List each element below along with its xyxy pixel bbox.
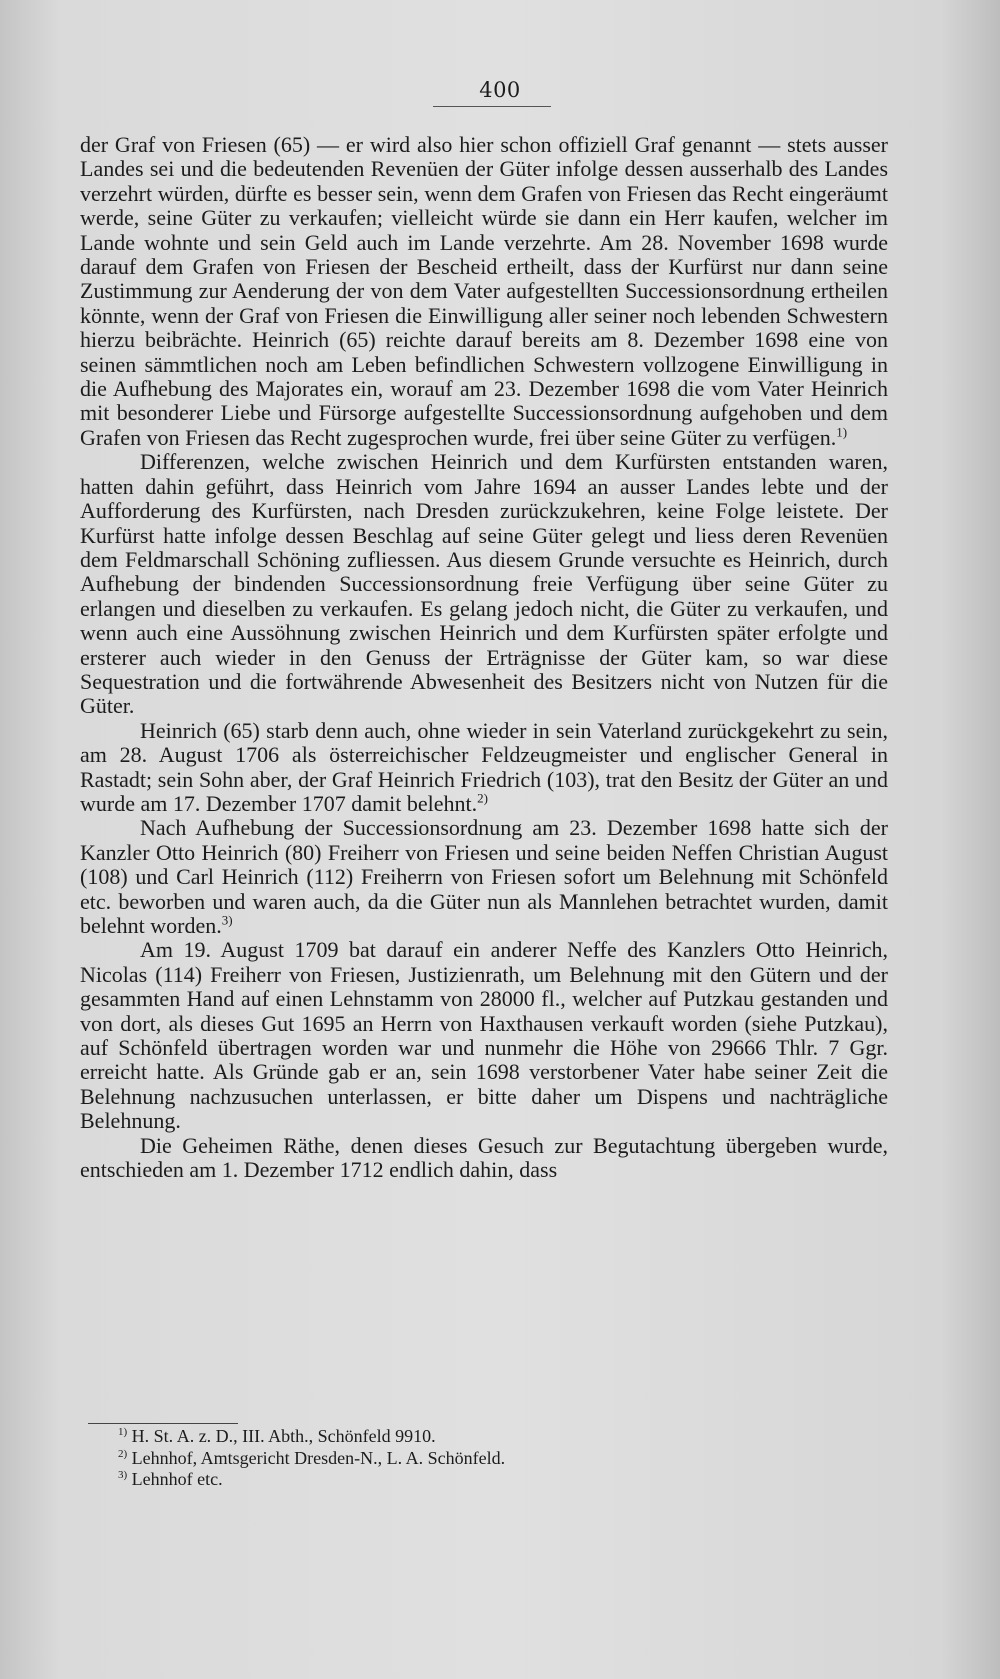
paragraph-1-text: der Graf von Friesen (65) — er wird also hier schon offiziell Graf genannt — stets ausser Landes sei und die bedeutenden Revenüen der Güter infolge dessen ausserhalb des Landes verzehrt würden, dürfte es besser sein, wenn dem Grafen von Friesen das Recht eingeräumt werde, seine Güter zu verkaufen; vielleicht würde sie dann ein Herr kaufen, welcher im Lande wohnte und sein Geld auch im Lande verzehrte. Am 28. November 1698 wurde darauf dem Grafen von Friesen der Bescheid ertheilt, dass der Kurfürst nur dann seine Zustimmung zur Aenderung der von dem Vater aufgestellten Successionsordnung ertheilen könnte, wenn der Graf von Friesen die Einwilligung aller seiner noch lebenden Schwestern hierzu beibrächte. Heinrich (65) reichte darauf bereits am 8. Dezember 1698 eine von seinen sämmtlichen noch am Leben befindlichen Schwestern vollzogene Einwilligung in die Aufhebung des Majorates ein, worauf am 23. Dezember 1698 die vom Vater Heinrich mit besonderer Liebe und Fürsorge aufgestellte Successionsordnung aufgehoben und dem Grafen von Friesen das Recht zugesprochen wurde, frei über seine Güter zu verfügen. — [80, 132, 888, 450]
footnote-ref-1: 1) — [836, 424, 848, 440]
footnotes — [118, 1424, 738, 1489]
paragraph-4-text: Nach Aufhebung der Successionsordnung am 23. Dezember 1698 hatte sich der Kanzler Otto Heinrich (80) Freiherr von Friesen und seine beiden Neffen Christian August (108) und Carl Heinrich (112) Freiherrn von Friesen sofort um Belehnung mit Schönfeld etc. beworben und waren auch, da die Güter nun als Mannlehen betrachtet wurden, damit belehnt worden. — [80, 815, 888, 938]
footnote-mark: 2) — [118, 1447, 128, 1460]
paragraph-2: Differenzen, welche zwischen Heinrich und dem Kurfürsten entstanden waren, hatten dahin geführt, dass Heinrich vom Jahre 1694 an ausser Landes lebte und der Aufforderung des Kurfürsten, nach Dresden zurückzukehren, keine Folge leistete. Der Kurfürst hatte infolge dessen Beschlag auf seine Güter gelegt und liess deren Revenüen dem Feldmarschall Schöning zufliessen. Aus diesem Grunde versuchte es Heinrich, durch Aufhebung der bindenden Successionsordnung freie Verfügung über seine Güter zu erlangen und dieselben zu verkaufen. Es gelang jedoch nicht, die Güter zu verkaufen, und wenn auch eine Aussöhnung zwischen Heinrich und dem Kurfürsten später erfolgte und ersterer auch wieder in den Genuss der Erträgnisse der Güter kam, so war diese Sequestration und die fortwährende Abwesenheit des Besitzers nicht von Nutzen für die Güter. — [80, 449, 888, 719]
footnote-mark: 3) — [118, 1469, 128, 1481]
footnote-text: Lehnhof, Amtsgericht Dresden-N., L. A. Schönfeld. — [131, 1447, 506, 1468]
footnote-text: Lehnhof etc. — [131, 1469, 223, 1489]
footnote-2 — [118, 1446, 738, 1468]
footnote-ref-3: 3) — [221, 912, 233, 928]
paragraph-1 — [80, 133, 888, 450]
footnote-1 — [118, 1424, 738, 1446]
footnote-text: H. St. A. z. D., III. Abth., Schönfeld 9910. — [131, 1426, 436, 1446]
footnote-3 — [118, 1467, 738, 1489]
paragraph-6: Die Geheimen Räthe, denen dieses Gesuch zur Begutachtung übergeben wurde, entschieden am 1. Dezember 1712 endlich dahin, dass — [80, 1132, 888, 1183]
footnote-ref-2: 2) — [477, 790, 488, 806]
paragraph-5: Am 19. August 1709 bat darauf ein anderer Neffe des Kanzlers Otto Heinrich, Nicolas (114) Freiherr von Friesen, Justizienrath, um Belehnung mit den Gütern und der gesammten Hand auf einen Lehnstamm von 28000 fl., welcher auf Putzkau gestanden und von dort, als dieses Gut 1695 an Herrn von Haxthausen verkauft worden (siehe Putzkau), auf Schönfeld übertragen worden war und nunmehr die Höhe von 29666 Thlr. 7 Ggr. erreicht hatte. Als Gründe gab er an, sein 1698 verstorbener Vater habe seiner Zeit die Belehnung nachzusuchen unterlassen, er bitte daher um Dispens und nachträgliche Belehnung. — [80, 937, 888, 1134]
footnote-mark: 1) — [118, 1426, 128, 1438]
paragraph-4 — [80, 816, 888, 938]
body-text — [80, 133, 888, 1182]
paragraph-3 — [80, 719, 888, 817]
paragraph-3-text: Heinrich (65) starb denn auch, ohne wieder in sein Vaterland zurückgekehrt zu sein, am 28. August 1706 als österreichischer Feldzeugmeister und englischer General in Rastadt; sein Sohn aber, der Graf Heinrich Friedrich (103), trat den Besitz der Güter an und wurde am 17. Dezember 1707 damit belehnt. — [80, 717, 888, 816]
page-number: 400 — [479, 78, 521, 102]
header-rule — [433, 106, 551, 107]
